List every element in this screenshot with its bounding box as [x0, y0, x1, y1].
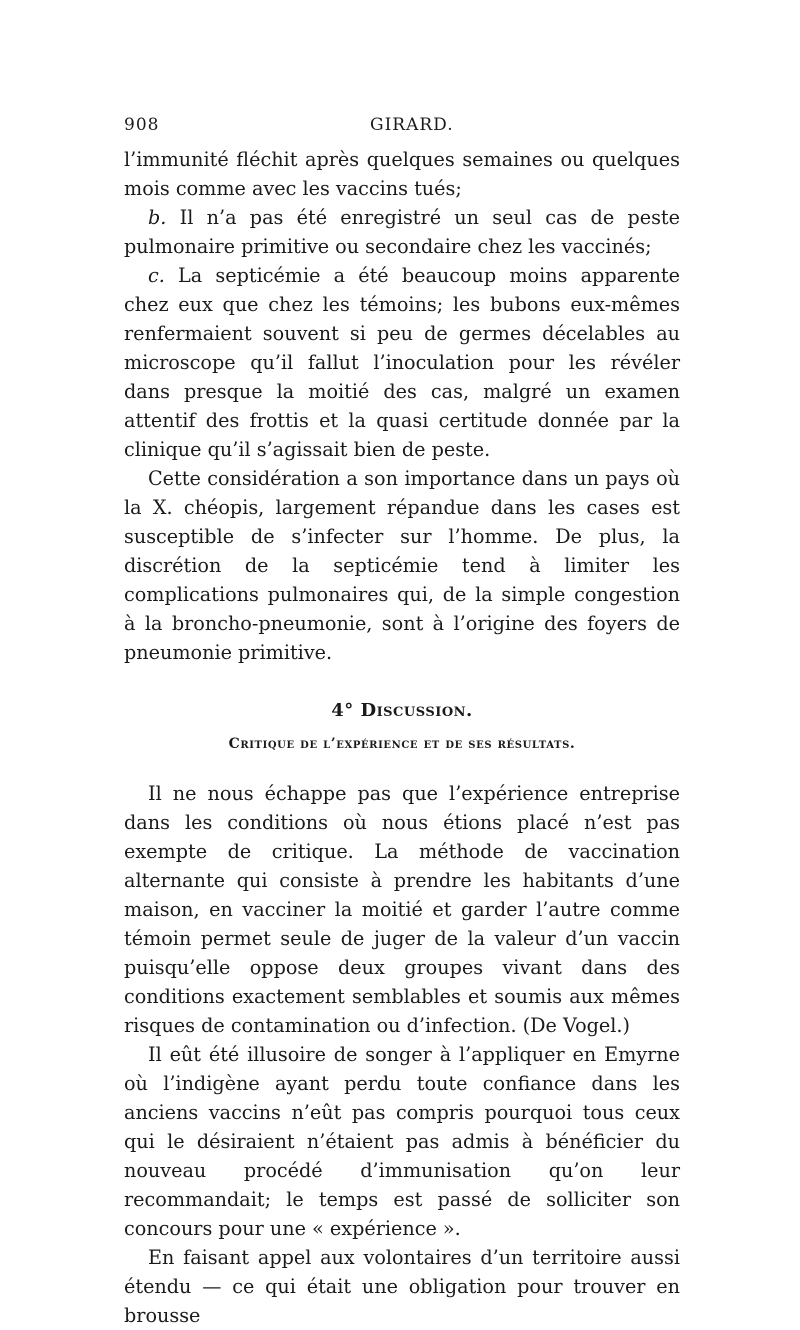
list-marker: c.	[148, 264, 165, 287]
paragraph: En faisant appel aux volontaires d’un territoire aussi étendu — ce qui était une obligation pour trouver en brousse	[124, 1246, 680, 1327]
list-marker: b.	[148, 206, 167, 229]
paragraph: l’immunité fléchit après quelques semaines ou quelques mois comme avec les vaccins tués;	[124, 148, 680, 200]
running-header	[124, 115, 680, 145]
paragraph: Il eût été illusoire de songer à l’appliquer en Emyrne où l’indigène ayant perdu toute confiance dans les anciens vaccins n’eût pas compris pourquoi tous ceux qui le désiraient n’étaient pas admis à bénéficier du nouveau procédé d’immunisation qu’on leur recommandait; le temps est passé de solliciter son concours pour une « expérience ».	[124, 1043, 680, 1240]
running-title: GIRARD.	[370, 115, 454, 135]
section-subheading: Critique de l’expérience et de ses résultats.	[228, 736, 576, 752]
section-heading: 4° Discussion.	[331, 700, 473, 721]
paragraph-c	[124, 261, 680, 464]
paragraph: Cette considération a son importance dans un pays où la X. chéopis, largement répandue dans les cases est susceptible de s’infecter sur l’homme. De plus, la discrétion de la septicémie tend à limiter les complications pulmonaires qui, de la simple congestion à la broncho-pneumonie, sont à l’origine des foyers de pneumonie primitive.	[124, 467, 680, 664]
paragraph: Il ne nous échappe pas que l’expérience entreprise dans les conditions où nous étions placé n’est pas exempte de critique. La méthode de vaccination alternante qui consiste à prendre les habitants d’une maison, en vacciner la moitié et garder l’autre comme témoin permet seule de juger de la valeur d’un vaccin puisqu’elle oppose deux groupes vivant dans des conditions exactement semblables et soumis aux mêmes risques de contamination ou d’infection. (De Vogel.)	[124, 782, 680, 1037]
paragraph-text: Il n’a pas été enregistré un seul cas de peste pulmonaire primitive ou secondaire chez les vaccinés;	[124, 206, 680, 258]
page-number: 908	[124, 115, 160, 135]
paragraph-text: La septicémie a été beaucoup moins apparente chez eux que chez les témoins; les bubons eux-mêmes renfermaient souvent si peu de germes décelables au microscope qu’il fallut l’inoculation pour les révéler dans presque la moitié des cas, malgré un examen attentif des frottis et la quasi certitude donnée par la clinique qu’il s’agissait bien de peste.	[124, 264, 680, 461]
body-text	[124, 145, 680, 1330]
document-page	[124, 115, 680, 1330]
paragraph-b	[124, 203, 680, 261]
